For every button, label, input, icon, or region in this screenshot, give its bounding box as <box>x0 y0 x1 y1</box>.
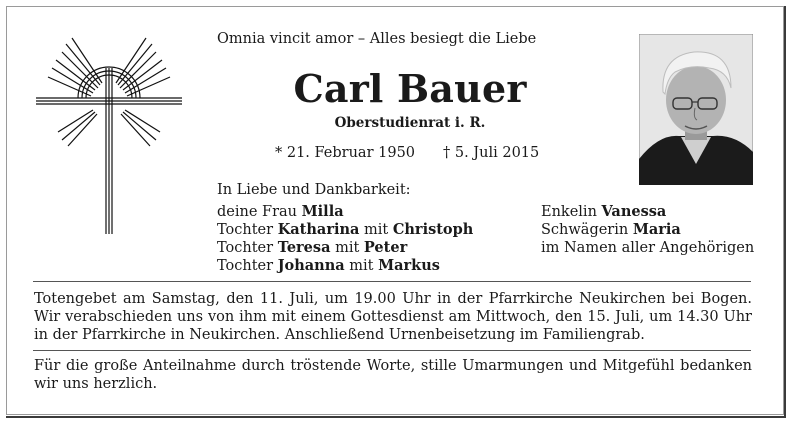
mourner-row <box>541 203 754 221</box>
mourner-row <box>217 203 473 221</box>
mourner-name: Maria <box>632 221 681 238</box>
thanks-note: Für die große Anteilnahme durch tröstende Worte, stille Umarmungen und Mitgefühl bedanken wir uns herzlich. <box>34 358 752 392</box>
border-shadow-bottom <box>6 416 786 418</box>
relation-text: Tochter <box>217 222 278 238</box>
mourners-list-left <box>217 203 473 275</box>
relation-text: deine Frau <box>217 204 302 220</box>
relation-text: Tochter <box>217 240 278 256</box>
birth-date: * 21. Februar 1950 <box>275 145 416 161</box>
deceased-title: Oberstudienrat i. R. <box>334 115 486 131</box>
mourner-row <box>217 221 473 239</box>
relation-text: Enkelin <box>541 204 602 220</box>
mourner-row <box>217 257 473 275</box>
mourner-name: Katharina <box>277 221 360 238</box>
mourner-name: Johanna <box>277 257 345 274</box>
connector-text: mit <box>330 240 364 256</box>
mourners-list-right <box>541 203 754 257</box>
relation-text: im Namen aller Angehörigen <box>541 240 755 256</box>
section-divider <box>33 350 751 351</box>
relation-text: Schwägerin <box>541 222 633 238</box>
connector-text: mit <box>359 222 393 238</box>
death-date: † 5. Juli 2015 <box>443 145 540 161</box>
section-divider <box>33 281 751 282</box>
mourner-name: Peter <box>363 239 408 256</box>
mourner-name: Christoph <box>392 221 474 238</box>
service-details: Totengebet am Samstag, den 11. Juli, um 19.00 Uhr in der Pfarrkirche Neukirchen bei Bogen. Wir verabschieden uns von ihm mit einem Gottesdienst am Mittwoch, den 15. Juli, um 14.30 Uhr in der Pfarrkirche in Neukirchen. Anschließend Urnenbeisetzung im Familiengrab. <box>34 291 752 343</box>
mourner-name: Milla <box>301 203 344 220</box>
portrait-photo <box>639 34 753 185</box>
mourner-name: Vanessa <box>601 203 667 220</box>
mourner-name: Teresa <box>277 239 331 256</box>
mourner-row <box>541 239 754 257</box>
mourner-row <box>217 239 473 257</box>
mourner-name: Markus <box>378 257 440 274</box>
mourner-row <box>541 221 754 239</box>
mourners-intro: In Liebe und Dankbarkeit: <box>217 182 411 198</box>
border-shadow-right <box>784 6 786 417</box>
connector-text: mit <box>344 258 379 274</box>
relation-text: Tochter <box>217 258 278 274</box>
deceased-name: Carl Bauer <box>293 66 527 111</box>
motto: Omnia vincit amor – Alles besiegt die Liebe <box>217 31 537 47</box>
radiant-cross-icon <box>34 30 184 236</box>
